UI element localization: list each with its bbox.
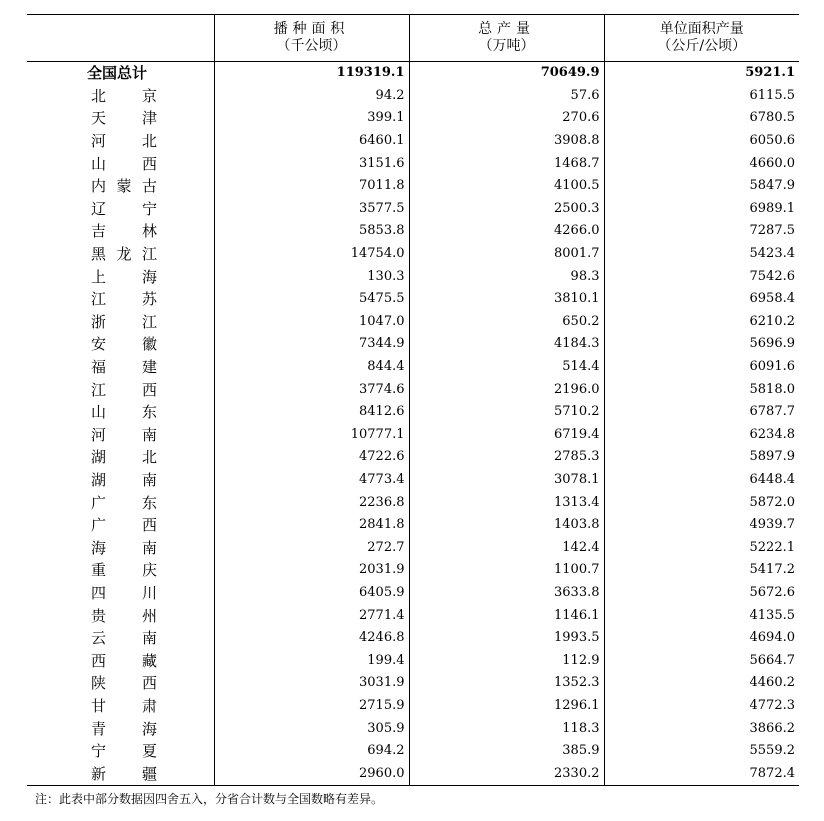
sown-area-cell: 844.4 [214, 356, 409, 379]
region-name-char: 上 [91, 267, 107, 286]
region-name [91, 269, 157, 285]
table-row [27, 717, 799, 740]
region-cell [27, 85, 214, 108]
region-name-char: 北 [141, 132, 157, 151]
region-cell [27, 469, 214, 492]
region-name [91, 110, 157, 126]
sown-area-cell: 199.4 [214, 649, 409, 672]
total-output-cell: 8001.7 [409, 243, 604, 266]
region-name-char: 西 [141, 516, 157, 535]
sown-area-cell: 119319.1 [214, 62, 409, 85]
sown-area-cell: 305.9 [214, 717, 409, 740]
total-output-cell: 270.6 [409, 107, 604, 130]
table-row [27, 446, 799, 469]
table-body [27, 62, 799, 786]
region-name-char: 龙 [116, 245, 132, 264]
region-name-char: 海 [141, 719, 157, 738]
region-name-char: 宁 [141, 199, 157, 218]
yield-column-title: 单位面积产量 [659, 21, 744, 37]
sown-area-cell: 694.2 [214, 740, 409, 763]
region-cell [27, 717, 214, 740]
region-name [91, 585, 157, 601]
total-output-cell: 1352.3 [409, 672, 604, 695]
yield-cell: 6448.4 [604, 469, 799, 492]
total-output-cell: 3908.8 [409, 130, 604, 153]
region-cell [27, 424, 214, 447]
table-row [27, 243, 799, 266]
region-cell [27, 446, 214, 469]
sown-area-cell: 5475.5 [214, 288, 409, 311]
region-name [91, 540, 157, 556]
yield-cell: 5417.2 [604, 559, 799, 582]
table-row [27, 582, 799, 605]
region-name-char: 重 [91, 561, 107, 580]
yield-cell: 5897.9 [604, 446, 799, 469]
region-cell [27, 107, 214, 130]
region-cell [27, 582, 214, 605]
yield-column-header [604, 15, 799, 62]
region-cell [27, 175, 214, 198]
table-row [27, 130, 799, 153]
region-name-char: 广 [91, 493, 107, 512]
sown-area-cell: 14754.0 [214, 243, 409, 266]
region-cell [27, 243, 214, 266]
region-name-char: 江 [91, 380, 107, 399]
region-name-char: 黑 [91, 245, 107, 264]
region-name-char: 安 [91, 335, 107, 354]
yield-cell: 5423.4 [604, 243, 799, 266]
region-name-char: 甘 [91, 696, 107, 715]
table-row [27, 604, 799, 627]
region-name [91, 743, 157, 759]
table-row [27, 536, 799, 559]
sown-area-cell: 8412.6 [214, 401, 409, 424]
total-output-cell: 1993.5 [409, 627, 604, 650]
total-output-cell: 385.9 [409, 740, 604, 763]
region-name-char: 山 [91, 403, 107, 422]
region-cell [27, 130, 214, 153]
region-cell [27, 762, 214, 785]
region-name-char: 云 [91, 629, 107, 648]
total-output-cell: 118.3 [409, 717, 604, 740]
region-name-char: 湖 [91, 470, 107, 489]
region-name-char: 湖 [91, 448, 107, 467]
yield-cell: 4694.0 [604, 627, 799, 650]
region-name [91, 246, 157, 262]
total-output-cell: 142.4 [409, 536, 604, 559]
region-name [91, 675, 157, 691]
region-name-char: 津 [141, 109, 157, 128]
region-name [91, 314, 157, 330]
table-row [27, 220, 799, 243]
yield-cell: 6210.2 [604, 311, 799, 334]
sown-area-cell: 3151.6 [214, 152, 409, 175]
region-name-char: 疆 [141, 764, 157, 783]
region-name-char: 徽 [141, 335, 157, 354]
sown-area-cell: 94.2 [214, 85, 409, 108]
region-name [91, 698, 157, 714]
yield-cell: 3866.2 [604, 717, 799, 740]
region-cell [27, 604, 214, 627]
sown-area-cell: 4773.4 [214, 469, 409, 492]
region-name-char: 西 [141, 674, 157, 693]
region-name-char: 东 [141, 493, 157, 512]
total-output-cell: 3810.1 [409, 288, 604, 311]
table-row [27, 265, 799, 288]
region-name [91, 201, 157, 217]
yield-cell: 5818.0 [604, 378, 799, 401]
sown-area-cell: 2841.8 [214, 514, 409, 537]
table-row [27, 740, 799, 763]
yield-cell: 6234.8 [604, 424, 799, 447]
yield-cell: 5696.9 [604, 333, 799, 356]
region-name-char: 蒙 [116, 177, 132, 196]
region-name [91, 223, 157, 239]
sown-area-cell: 1047.0 [214, 311, 409, 334]
sown-area-cell: 7344.9 [214, 333, 409, 356]
region-cell [27, 627, 214, 650]
region-name-char: 建 [141, 358, 157, 377]
total-output-cell: 1403.8 [409, 514, 604, 537]
region-name-char: 广 [91, 516, 107, 535]
table-row [27, 356, 799, 379]
total-output-cell: 1313.4 [409, 491, 604, 514]
yield-cell: 4772.3 [604, 695, 799, 718]
region-name [91, 404, 157, 420]
region-cell [27, 333, 214, 356]
region-name [91, 495, 157, 511]
yield-cell: 5222.1 [604, 536, 799, 559]
region-name-char: 贵 [91, 606, 107, 625]
yield-cell: 7872.4 [604, 762, 799, 785]
table-row [27, 695, 799, 718]
total-output-cell: 514.4 [409, 356, 604, 379]
table-row [27, 288, 799, 311]
region-cell [27, 288, 214, 311]
table-row [27, 378, 799, 401]
sown-area-cell: 399.1 [214, 107, 409, 130]
region-name [91, 427, 157, 443]
region-name-char: 北 [141, 448, 157, 467]
table-row [27, 107, 799, 130]
table-row [27, 401, 799, 424]
total-output-column-title: 总产量 [478, 21, 535, 37]
region-name-char: 福 [91, 358, 107, 377]
yield-cell: 6050.6 [604, 130, 799, 153]
region-name-char: 夏 [141, 742, 157, 761]
yield-cell: 7287.5 [604, 220, 799, 243]
region-cell [27, 378, 214, 401]
region-name-char: 藏 [141, 651, 157, 670]
region-column-header [27, 15, 214, 62]
region-name-char: 山 [91, 154, 107, 173]
region-name-char: 宁 [91, 742, 107, 761]
region-name-char: 吉 [91, 222, 107, 241]
grain-statistics-table-container [27, 14, 799, 786]
sown-area-cell: 6405.9 [214, 582, 409, 605]
table-row [27, 424, 799, 447]
region-name-char: 四 [91, 583, 107, 602]
table-header [27, 15, 799, 62]
yield-cell: 4939.7 [604, 514, 799, 537]
total-output-cell: 1468.7 [409, 152, 604, 175]
total-output-cell: 98.3 [409, 265, 604, 288]
region-cell [27, 311, 214, 334]
sown-area-cell: 4722.6 [214, 446, 409, 469]
region-name [91, 178, 157, 194]
region-name [91, 88, 157, 104]
table-row [27, 762, 799, 785]
yield-cell: 7542.6 [604, 265, 799, 288]
table-row [27, 469, 799, 492]
region-name-char: 南 [141, 425, 157, 444]
region-name [91, 291, 157, 307]
region-cell [27, 220, 214, 243]
sown-area-cell: 5853.8 [214, 220, 409, 243]
sown-area-column-title: 播种面积 [273, 21, 350, 37]
total-output-cell: 1146.1 [409, 604, 604, 627]
region-name [91, 608, 157, 624]
region-name [91, 517, 157, 533]
region-name-char: 海 [141, 267, 157, 286]
total-output-cell: 6719.4 [409, 424, 604, 447]
region-name [91, 449, 157, 465]
yield-cell: 5872.0 [604, 491, 799, 514]
table-row [27, 491, 799, 514]
yield-cell: 4135.5 [604, 604, 799, 627]
table-footnote: 注：此表中部分数据因四舍五入，分省合计数与全国数略有差异。 [35, 792, 384, 806]
region-name-char: 州 [141, 606, 157, 625]
table-row [27, 649, 799, 672]
sown-area-cell: 3774.6 [214, 378, 409, 401]
region-name-char: 肃 [141, 696, 157, 715]
sown-area-cell: 2960.0 [214, 762, 409, 785]
region-name [91, 721, 157, 737]
sown-area-cell: 2715.9 [214, 695, 409, 718]
table-row [27, 85, 799, 108]
region-name-char: 青 [91, 719, 107, 738]
region-cell [27, 649, 214, 672]
region-name [91, 472, 157, 488]
sown-area-cell: 130.3 [214, 265, 409, 288]
region-name-char: 苏 [141, 290, 157, 309]
region-cell [27, 740, 214, 763]
region-name-char: 京 [141, 86, 157, 105]
yield-cell: 4660.0 [604, 152, 799, 175]
table-row [27, 514, 799, 537]
region-cell [27, 695, 214, 718]
region-name-char: 古 [141, 177, 157, 196]
table-row-national-total [27, 62, 799, 85]
sown-area-column-unit: （千公顷） [276, 38, 347, 54]
region-cell [27, 672, 214, 695]
region-name-char: 江 [141, 245, 157, 264]
region-name-char: 西 [141, 154, 157, 173]
total-output-cell: 4184.3 [409, 333, 604, 356]
region-name-char: 江 [141, 312, 157, 331]
region-name-char: 陕 [91, 674, 107, 693]
grain-statistics-table [27, 14, 799, 786]
total-output-column-header [409, 15, 604, 62]
region-name [91, 766, 157, 782]
table-row [27, 198, 799, 221]
yield-cell: 6780.5 [604, 107, 799, 130]
sown-area-column-header [214, 15, 409, 62]
sown-area-cell: 272.7 [214, 536, 409, 559]
region-cell [27, 559, 214, 582]
yield-cell: 6989.1 [604, 198, 799, 221]
table-row [27, 333, 799, 356]
header-row [27, 15, 799, 62]
total-output-cell: 5710.2 [409, 401, 604, 424]
yield-cell: 5921.1 [604, 62, 799, 85]
yield-cell: 5664.7 [604, 649, 799, 672]
sown-area-cell: 2236.8 [214, 491, 409, 514]
region-name-char: 江 [91, 290, 107, 309]
region-cell [27, 401, 214, 424]
region-name-char: 河 [91, 132, 107, 151]
total-output-cell: 650.2 [409, 311, 604, 334]
sown-area-cell: 7011.8 [214, 175, 409, 198]
region-name-char: 内 [91, 177, 107, 196]
region-name [91, 562, 157, 578]
region-cell [27, 356, 214, 379]
table-row [27, 175, 799, 198]
region-name [91, 336, 157, 352]
total-output-cell: 2330.2 [409, 762, 604, 785]
yield-cell: 4460.2 [604, 672, 799, 695]
yield-cell: 6091.6 [604, 356, 799, 379]
total-output-cell: 70649.9 [409, 62, 604, 85]
region-cell [27, 265, 214, 288]
region-name-char: 南 [141, 629, 157, 648]
table-row [27, 559, 799, 582]
region-name-char: 林 [141, 222, 157, 241]
region-name-char: 川 [141, 583, 157, 602]
sown-area-cell: 2031.9 [214, 559, 409, 582]
yield-cell: 6787.7 [604, 401, 799, 424]
region-cell [27, 491, 214, 514]
total-output-cell: 4266.0 [409, 220, 604, 243]
region-cell [27, 152, 214, 175]
region-name-char: 南 [141, 538, 157, 557]
table-row [27, 672, 799, 695]
total-output-cell: 1296.1 [409, 695, 604, 718]
region-name-char: 河 [91, 425, 107, 444]
region-name [91, 382, 157, 398]
region-name [91, 133, 157, 149]
region-name-char: 西 [91, 651, 107, 670]
region-name-char: 新 [91, 764, 107, 783]
total-output-cell: 2785.3 [409, 446, 604, 469]
yield-cell: 5672.6 [604, 582, 799, 605]
region-name-char: 南 [141, 470, 157, 489]
region-name-char: 浙 [91, 312, 107, 331]
total-output-cell: 1100.7 [409, 559, 604, 582]
region-cell [27, 536, 214, 559]
yield-cell: 6115.5 [604, 85, 799, 108]
region-name-char: 天 [91, 109, 107, 128]
region-name-char: 庆 [141, 561, 157, 580]
region-name [91, 156, 157, 172]
total-output-cell: 2500.3 [409, 198, 604, 221]
yield-cell: 5847.9 [604, 175, 799, 198]
region-cell [27, 198, 214, 221]
region-name [91, 653, 157, 669]
sown-area-cell: 4246.8 [214, 627, 409, 650]
region-cell: 全国总计 [87, 64, 148, 83]
region-cell [27, 514, 214, 537]
total-output-cell: 2196.0 [409, 378, 604, 401]
total-output-column-unit: （万吨） [478, 38, 535, 54]
table-row [27, 152, 799, 175]
total-output-cell: 112.9 [409, 649, 604, 672]
total-output-cell: 3078.1 [409, 469, 604, 492]
total-output-cell: 4100.5 [409, 175, 604, 198]
sown-area-cell: 3577.5 [214, 198, 409, 221]
region-name-char: 北 [91, 86, 107, 105]
sown-area-cell: 6460.1 [214, 130, 409, 153]
total-output-cell: 3633.8 [409, 582, 604, 605]
yield-column-unit: （公斤/公顷） [657, 38, 747, 54]
table-row [27, 627, 799, 650]
yield-cell: 6958.4 [604, 288, 799, 311]
region-name-char: 东 [141, 403, 157, 422]
region-name [91, 359, 157, 375]
region-name-char: 辽 [91, 199, 107, 218]
sown-area-cell: 3031.9 [214, 672, 409, 695]
region-name-char: 海 [91, 538, 107, 557]
sown-area-cell: 10777.1 [214, 424, 409, 447]
total-output-cell: 57.6 [409, 85, 604, 108]
sown-area-cell: 2771.4 [214, 604, 409, 627]
yield-cell: 5559.2 [604, 740, 799, 763]
region-name-char: 西 [141, 380, 157, 399]
region-name [91, 630, 157, 646]
table-row [27, 311, 799, 334]
